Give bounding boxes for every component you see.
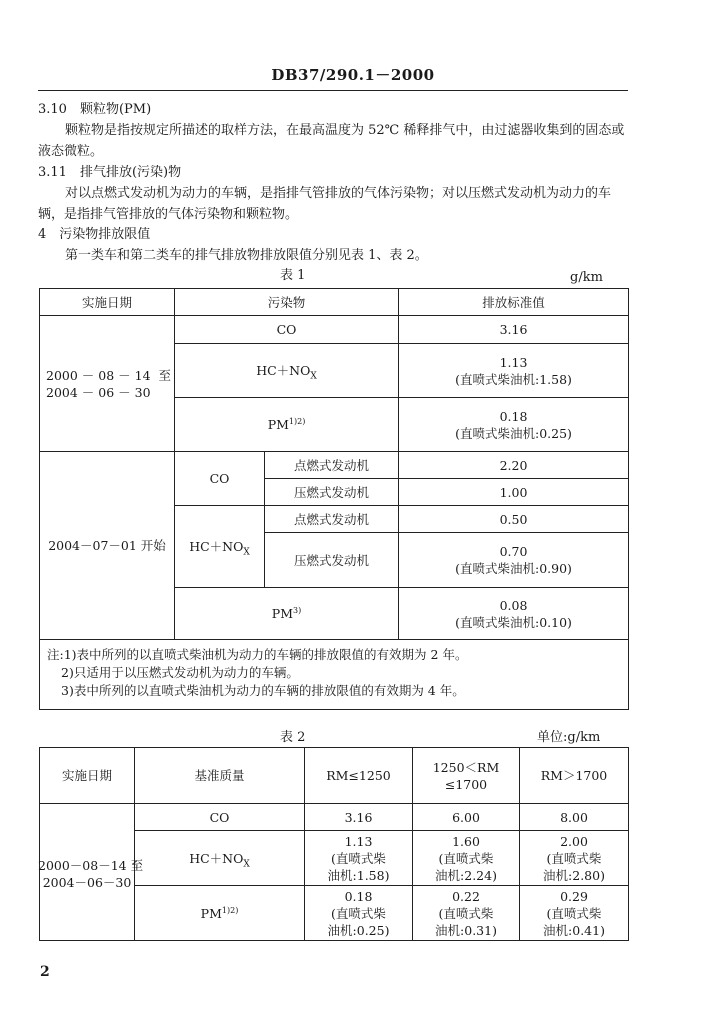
t2-date-line1: 2000－08－14 至 — [38, 858, 144, 873]
section-3-11-body-cont: 辆，是指排气管排放的气体污染物和颗粒物。 — [38, 207, 299, 222]
t2-header-date: 实施日期 — [40, 748, 135, 804]
t1-p1-pm-label-sup: 1)2) — [288, 416, 306, 426]
t1-p2-hc-label-main: HC＋NO — [189, 539, 244, 554]
document-number: DB37/290.1－2000 — [271, 66, 435, 84]
t1-p2-hc-label-sub: X — [243, 547, 250, 558]
t2-pm-v1: 0.18 — [344, 888, 373, 904]
t1-header-pollutant: 污染物 — [175, 289, 399, 316]
table1 — [39, 288, 629, 710]
t1-p2-co-comp-value: 1.00 — [399, 479, 629, 506]
t2-hc-v1-a: (直喷式柴 — [331, 850, 386, 866]
table1-unit: g/km — [570, 270, 603, 285]
table2-unit: 单位:g/km — [537, 730, 601, 745]
table2 — [39, 747, 629, 941]
t2-header-col2-line2: ≤1700 — [444, 776, 488, 792]
t2-co-label: CO — [135, 804, 305, 831]
t1-header-date: 实施日期 — [40, 289, 175, 316]
section-3-11-heading: 3.11 排气排放(污染)物 — [38, 165, 182, 180]
t2-pm-v2-cell — [413, 886, 520, 941]
t2-header-col2 — [413, 748, 520, 804]
t1-p1-pm-value: 0.18 — [499, 408, 528, 424]
t1-p1-hc-label-main: HC＋NO — [256, 363, 311, 378]
t1-p1-pm-label-main: PM — [267, 417, 289, 432]
section-4-heading: 4 污染物排放限值 — [38, 227, 151, 242]
t1-p1-co-value: 3.16 — [399, 316, 629, 344]
t1-p2-pm-label — [175, 588, 399, 640]
t1-p2-hc-comp-note: (直喷式柴油机:0.90) — [455, 561, 572, 576]
section-3-10-body-cont: 液态微粒。 — [38, 144, 104, 159]
t2-hc-v1-b: 油机:1.58) — [327, 867, 390, 883]
t2-pm-label — [135, 886, 305, 941]
t1-note-3: 3)表中所列的以直喷式柴油机为动力的车辆的排放限值的有效期为 4 年。 — [61, 683, 465, 698]
t2-header-col1: RM≤1250 — [305, 748, 413, 804]
t2-hc-v3-b: 油机:2.80) — [543, 867, 605, 883]
t2-pm-label-sup: 1)2) — [221, 905, 239, 915]
header-rule — [38, 90, 628, 91]
t1-p2-co-spark-value: 2.20 — [399, 452, 629, 479]
t1-p2-pm-value: 0.08 — [499, 597, 528, 613]
t1-p2-co-spark-label: 点燃式发动机 — [265, 452, 399, 479]
t1-note-1: 注:1)表中所列的以直喷式柴油机为动力的车辆的排放限值的有效期为 2 年。 — [47, 647, 468, 662]
table2-caption: 表 2 — [280, 730, 306, 745]
page-number: 2 — [40, 964, 50, 980]
t1-note-2: 2)只适用于以压燃式发动机为动力的车辆。 — [61, 665, 299, 680]
t1-p1-hc-label — [175, 344, 399, 398]
t1-p2-hc-label — [175, 506, 265, 588]
t2-header-col2-line1: 1250＜RM — [432, 759, 500, 775]
t1-period2-date: 2004－07－01 开始 — [40, 452, 175, 640]
t1-p1-pm-cell — [399, 398, 629, 452]
t1-period1-date-line2: 2004 － 06 － 30 — [46, 384, 151, 400]
t2-header-mass: 基准质量 — [135, 748, 305, 804]
t2-pm-v1-b: 油机:0.25) — [327, 922, 390, 938]
t2-hc-label-sub: X — [243, 859, 250, 869]
t2-co-v3: 8.00 — [520, 804, 629, 831]
t1-p2-pm-note: (直喷式柴油机:0.10) — [455, 614, 572, 630]
t1-period1-date — [40, 316, 175, 452]
t2-hc-label — [135, 831, 305, 886]
t1-p1-hc-note: (直喷式柴油机:1.58) — [455, 371, 572, 387]
t2-hc-v3-a: (直喷式柴 — [546, 850, 602, 866]
t2-pm-v1-a: (直喷式柴 — [331, 905, 386, 921]
t2-pm-v2: 0.22 — [452, 888, 480, 904]
t1-p1-co-label: CO — [175, 316, 399, 344]
t1-p1-pm-note: (直喷式柴油机:0.25) — [455, 425, 572, 441]
t2-pm-label-main: PM — [200, 905, 222, 921]
t2-hc-label-main: HC＋NO — [189, 850, 244, 866]
section-3-10-body: 颗粒物是指按规定所描述的取样方法，在最高温度为 52℃ 稀释排气中，由过滤器收集到的固态或 — [65, 123, 625, 138]
t1-p1-pm-label — [175, 398, 399, 452]
t1-p1-hc-cell — [399, 344, 629, 398]
t1-notes — [40, 640, 629, 710]
t2-hc-v2-cell — [413, 831, 520, 886]
t2-header-col3: RM＞1700 — [520, 748, 629, 804]
t2-pm-v3: 0.29 — [560, 888, 588, 904]
t1-p2-pm-label-sup: 3) — [293, 605, 302, 615]
t2-hc-v1-cell — [305, 831, 413, 886]
t2-date-line2: 2004－06－30 — [42, 875, 132, 890]
t1-p2-co-label: CO — [175, 452, 265, 506]
t2-co-v1: 3.16 — [305, 804, 413, 831]
t1-period1-date-line1: 2000 － 08 － 14 至 — [46, 367, 171, 383]
t2-hc-v3-cell — [520, 831, 629, 886]
t1-p2-hc-spark-value: 0.50 — [399, 506, 629, 533]
t2-pm-v3-a: (直喷式柴 — [546, 905, 602, 921]
t2-pm-v3-b: 油机:0.41) — [543, 922, 605, 938]
section-4-body: 第一类车和第二类车的排气排放物排放限值分别见表 1、表 2。 — [65, 248, 428, 263]
t2-pm-v2-b: 油机:0.31) — [435, 922, 497, 938]
t2-date — [38, 804, 144, 941]
t2-pm-v1-cell — [305, 886, 413, 941]
t2-hc-v2-b: 油机:2.24) — [435, 867, 497, 883]
table1-caption: 表 1 — [280, 268, 306, 283]
t1-p2-hc-comp-label: 压燃式发动机 — [265, 533, 399, 588]
t2-hc-v2-a: (直喷式柴 — [438, 850, 494, 866]
t2-hc-v3: 2.00 — [560, 833, 588, 849]
t2-co-v2: 6.00 — [413, 804, 520, 831]
section-3-10-heading: 3.10 颗粒物(PM) — [38, 102, 152, 117]
t1-p2-co-comp-label: 压燃式发动机 — [265, 479, 399, 506]
t1-p2-pm-cell — [399, 588, 629, 640]
t2-pm-v3-cell — [520, 886, 629, 941]
t1-p2-hc-comp-value: 0.70 — [499, 544, 528, 559]
t1-p2-hc-spark-label: 点燃式发动机 — [265, 506, 399, 533]
t2-hc-v2: 1.60 — [452, 833, 480, 849]
t1-header-limit: 排放标准值 — [399, 289, 629, 316]
t2-hc-v1: 1.13 — [344, 833, 373, 849]
section-3-11-body: 对以点燃式发动机为动力的车辆，是指排气管排放的气体污染物；对以压燃式发动机为动力的车 — [65, 186, 612, 201]
t1-p2-hc-comp-cell — [399, 533, 629, 588]
t2-pm-v2-a: (直喷式柴 — [438, 905, 494, 921]
t1-p2-pm-label-main: PM — [271, 606, 293, 621]
t1-p1-hc-label-sub: X — [310, 371, 317, 382]
t1-p1-hc-value: 1.13 — [499, 354, 528, 370]
